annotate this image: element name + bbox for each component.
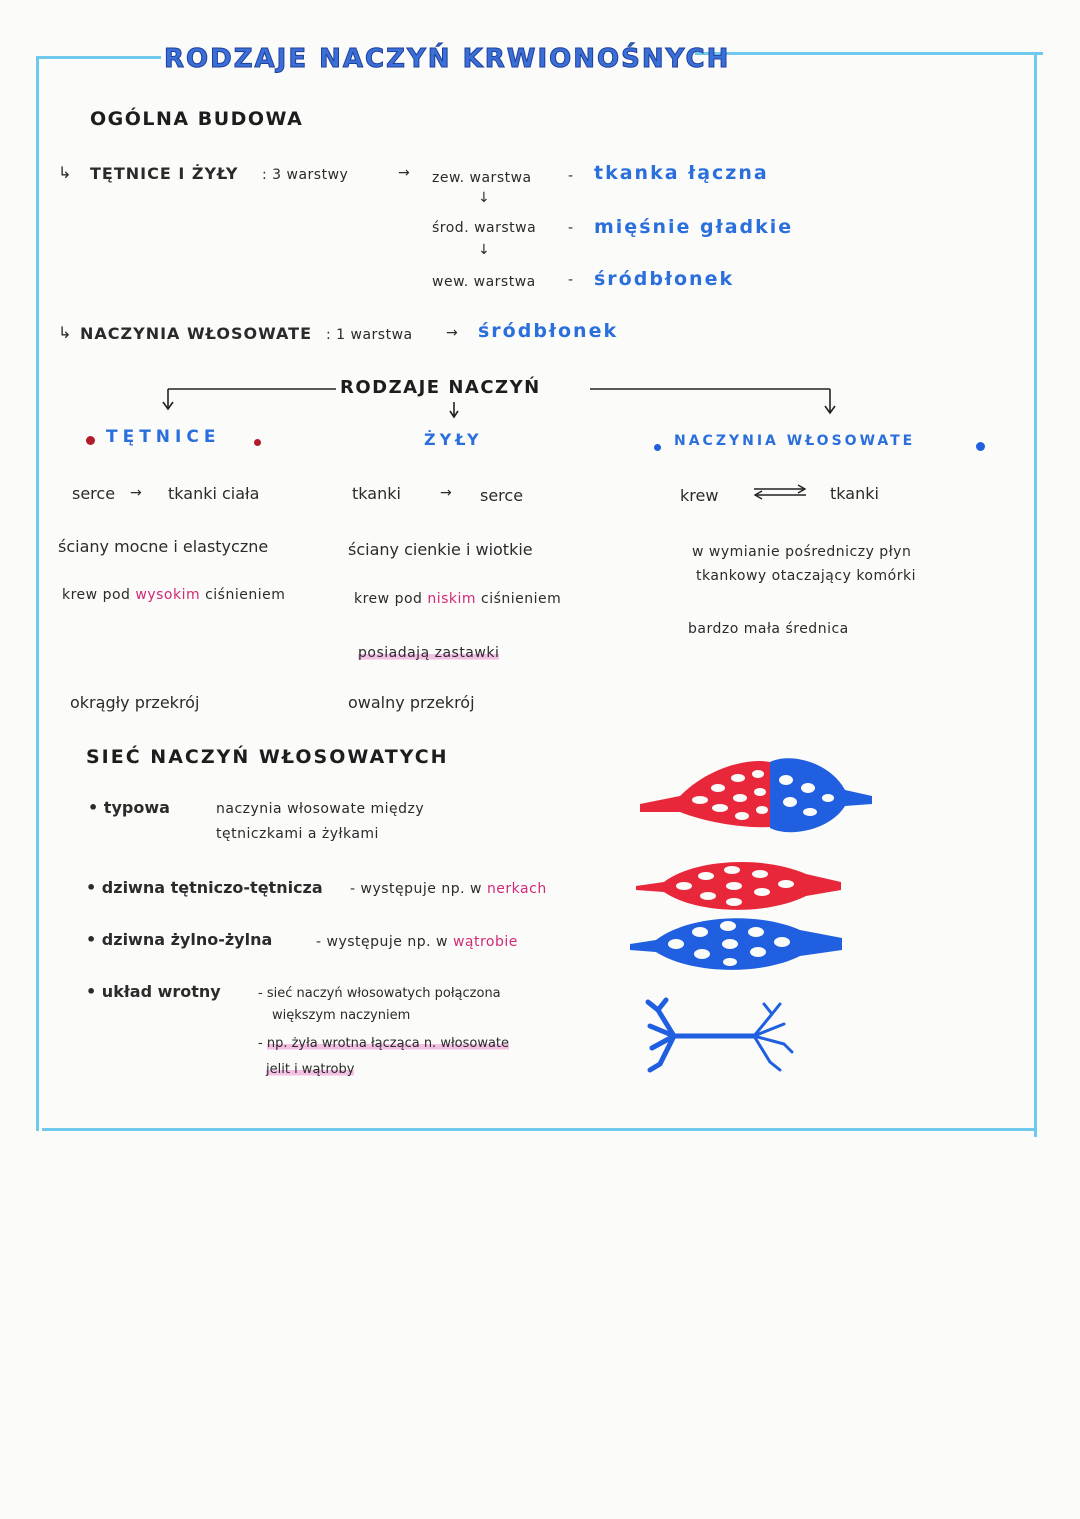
network-item-portal: • układ wrotny <box>86 982 221 1001</box>
layer-middle-tissue: mięśnie gładkie <box>594 216 794 238</box>
network-item-portal-desc1: - sieć naczyń włosowatych połączona <box>258 986 501 1001</box>
capillaries-flow-to: tkanki <box>830 484 879 503</box>
capillaries-title: NACZYNIA WŁOSOWATE <box>674 433 916 449</box>
layers-count: : 3 warstwy <box>262 167 349 183</box>
network-item-venous-desc-word: wątrobie <box>452 934 518 950</box>
arteries-cross-section: okrągły przekrój <box>70 693 200 712</box>
arteries-flow-to: tkanki ciała <box>168 484 260 503</box>
dash: - <box>568 272 574 288</box>
portal-system-illustration <box>644 996 794 1076</box>
network-item-arterial-name: dziwna tętniczo-tętnicza <box>101 878 323 897</box>
network-item-arterial-desc: - występuje np. w nerkach <box>350 881 547 897</box>
venous-network-illustration <box>630 910 850 980</box>
veins-flow-to: serce <box>480 486 524 505</box>
arteries-title: TĘTNICE <box>106 427 221 447</box>
capillary-dot-left <box>654 437 661 456</box>
capillary-dot-right <box>976 436 985 455</box>
network-item-venous-desc-prefix: występuje np. w <box>326 934 448 950</box>
portal-desc3-text: np. żyła wrotna łącząca n. włosowate <box>266 1036 510 1051</box>
network-item-venous: • dziwna żylno-żylna <box>86 930 273 949</box>
artery-dot-left <box>86 430 95 449</box>
layer-inner: wew. warstwa <box>432 274 536 290</box>
down-arrow-icon: ↓ <box>478 242 491 258</box>
portal-desc1-text: sieć naczyń włosowatych połączona <box>266 986 501 1001</box>
network-item-venous-desc: - występuje np. w wątrobie <box>316 934 518 950</box>
network-item-portal-desc4: jelit i wątroby <box>266 1062 355 1077</box>
network-item-typical-desc1: naczynia włosowate między <box>216 801 425 817</box>
right-arrow-icon: → <box>398 165 411 181</box>
capillaries-exchange-1: w wymianie pośredniczy płyn <box>692 544 912 560</box>
network-item-arterial: • dziwna tętniczo-tętnicza <box>86 878 323 897</box>
page-title: RODZAJE NACZYŃ KRWIONOŚNYCH <box>164 44 731 74</box>
arterial-network-illustration <box>636 856 856 916</box>
capillaries-layers: : 1 warstwa <box>326 327 413 343</box>
dash: - <box>568 168 574 184</box>
network-heading: SIEĆ NACZYŃ WŁOSOWATYCH <box>86 746 449 768</box>
arrow-icon: ↳ <box>58 163 72 182</box>
network-item-portal-desc3: - np. żyła wrotna łącząca n. włosowate <box>258 1036 510 1051</box>
veins-pressure-suffix: ciśnieniem <box>481 591 562 607</box>
veins-walls: ściany cienkie i wiotkie <box>348 540 533 559</box>
veins-flow-from: tkanki <box>352 484 401 503</box>
network-item-arterial-desc-prefix: występuje np. w <box>360 881 482 897</box>
arteries-pressure <box>62 587 285 603</box>
layer-middle: środ. warstwa <box>432 220 537 236</box>
veins-pressure <box>354 591 561 607</box>
right-arrow-icon: → <box>130 485 143 501</box>
network-item-typical: • typowa <box>88 798 170 817</box>
veins-valves: posiadają zastawki <box>358 645 500 661</box>
down-arrow-icon: ↓ <box>478 190 491 206</box>
capillaries-label: NACZYNIA WŁOSOWATE <box>80 324 312 343</box>
arteries-flow-from: serce <box>72 484 116 503</box>
typical-capillary-network-illustration <box>640 752 880 842</box>
dash: - <box>568 220 574 236</box>
veins-pressure-prefix: krew pod <box>354 591 423 607</box>
general-heading: OGÓLNA BUDOWA <box>90 108 304 130</box>
network-item-arterial-desc-word: nerkach <box>486 881 547 897</box>
network-item-venous-name: dziwna żylno-żylna <box>101 930 273 949</box>
right-arrow-icon: → <box>440 485 453 501</box>
types-heading: RODZAJE NACZYŃ <box>340 377 541 398</box>
arteries-pressure-suffix: ciśnieniem <box>205 587 286 603</box>
network-item-portal-desc2: większym naczyniem <box>272 1008 411 1023</box>
capillaries-tissue: śródbłonek <box>478 320 619 342</box>
network-item-portal-name: układ wrotny <box>101 982 221 1001</box>
arrow-icon: ↳ <box>58 323 72 342</box>
veins-title: ŻYŁY <box>424 430 483 449</box>
layer-inner-tissue: śródbłonek <box>594 268 735 290</box>
arteries-pressure-prefix: krew pod <box>62 587 131 603</box>
network-item-typical-desc2: tętniczkami a żyłkami <box>216 826 379 842</box>
network-item-typical-name: typowa <box>103 798 170 817</box>
capillaries-flow-from: krew <box>680 486 719 505</box>
capillaries-exchange-2: tkankowy otaczający komórki <box>696 568 916 584</box>
arteries-walls: ściany mocne i elastyczne <box>58 537 269 556</box>
artery-dot-right <box>254 432 261 451</box>
layer-outer: zew. warstwa <box>432 170 532 186</box>
arteries-veins-label: TĘTNICE I ŻYŁY <box>90 164 239 183</box>
bidirectional-arrow-icon <box>752 482 812 502</box>
veins-pressure-word: niskim <box>427 591 477 607</box>
right-arrow-icon: → <box>446 325 459 341</box>
layer-outer-tissue: tkanka łączna <box>594 162 769 184</box>
capillaries-diameter: bardzo mała średnica <box>688 621 849 637</box>
veins-cross-section: owalny przekrój <box>348 693 475 712</box>
arteries-pressure-word: wysokim <box>135 587 201 603</box>
